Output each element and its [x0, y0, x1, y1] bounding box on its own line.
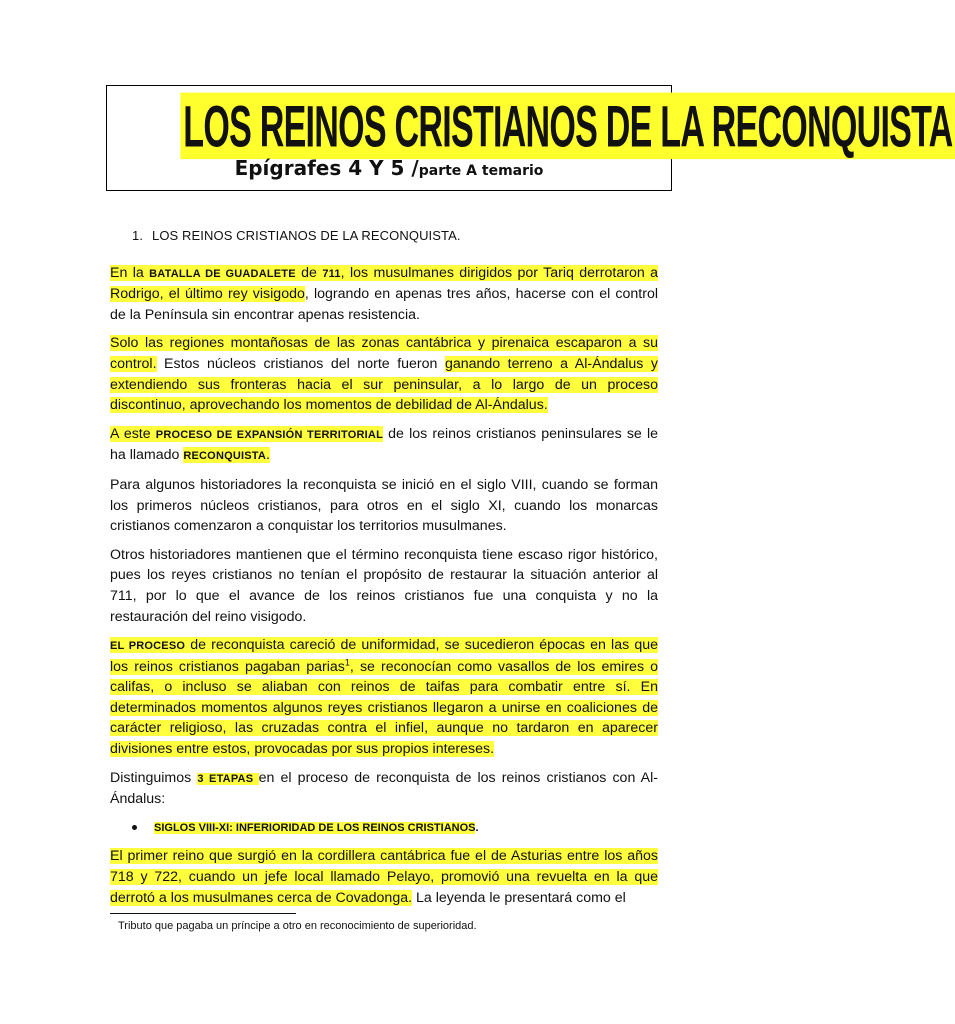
p6-term-proceso: EL PROCESO	[110, 640, 186, 653]
p1-text-e: , los musulmanes dirigidos por Tariq derrotaron a Rodrigo, el último rey visigodo	[110, 264, 659, 303]
p3-text-c: de los reinos cristianos peninsulares se le ha llamado	[110, 425, 658, 464]
paragraph-1	[110, 263, 658, 326]
paragraph-7	[110, 768, 658, 810]
subtitle-small: parte A temario	[418, 163, 544, 179]
p3-text-e: .	[266, 447, 270, 464]
document-body	[110, 226, 658, 916]
p7-text-a: Distinguimos	[110, 769, 198, 786]
p6-text-c: , se reconocían como vasallos de los emires o califas, o incluso se aliaban con reinos de taifas para combatir entre sí. En determinados momentos algunos reyes cristianos llegaron a unirse en coaliciones de carácter religioso, las cruzadas contra el infiel, aunque no tardaron en aparecer divisiones entre estos, provocadas por sus propios intereses.	[110, 658, 659, 758]
footnote-marker: 1	[344, 656, 350, 667]
section-heading	[132, 226, 658, 247]
footnote-divider	[110, 913, 296, 914]
p7-text-c: en el proceso de reconquista de los reinos cristianos con Al-Ándalus:	[110, 769, 658, 808]
bullet-icon	[132, 825, 137, 830]
bullet-text-end: .	[475, 821, 479, 834]
bullet-item-siglos	[110, 818, 658, 839]
title-box	[106, 85, 953, 191]
bullet-text: SIGLOS VIII-XI: INFERIORIDAD DE LOS REINOS CRISTIANOS	[154, 821, 476, 834]
p2-text-c: ganando terreno a Al-Ándalus y extendiendo sus fronteras hacia el sur peninsular, a lo largo de un proceso discontinuo, aprovechando los momentos de debilidad de Al-Ándalus.	[110, 355, 658, 414]
footnote	[118, 920, 477, 932]
document-subtitle	[107, 156, 671, 180]
document-title	[180, 90, 953, 162]
paragraph-8	[110, 846, 658, 908]
p8-text-a: El primer reino que surgió en la cordillera cantábrica fue el de Asturias entre los años 718 y 722, cuando un jefe local llamado Pelayo, promovió una revuelta en la que derrotó a los musulmanes cerca de Covadonga.	[110, 848, 658, 906]
subtitle-main: Epígrafes 4 Y 5 /	[234, 156, 419, 180]
p1-text-f: , logrando en apenas tres años, hacerse con el control de la Península sin encontrar apenas resistencia.	[110, 286, 658, 323]
p6-text-b: de reconquista careció de uniformidad, se sucedieron épocas en las que los reinos cristianos pagaban parias	[110, 637, 658, 675]
document-title-text: LOS REINOS CRISTIANOS DE LA RECONQUISTA	[180, 93, 955, 160]
paragraph-6	[110, 635, 658, 760]
footnote-text: Tributo que pagaba un príncipe a otro en reconocimiento de superioridad.	[118, 920, 477, 932]
paragraph-2	[110, 333, 658, 415]
p1-term-batalla: BATALLA DE GUADALETE	[149, 267, 296, 280]
p1-text-c: de	[295, 264, 323, 281]
paragraph-4: Para algunos historiadores la reconquista se inició en el siglo VIII, cuando se forman los primeros núcleos cristianos, para otros en el siglo XI, cuando los monarcas cristianos comenzaron a conquistar los territorios musulmanes.	[110, 476, 658, 535]
paragraph-5: Otros historiadores mantienen que el término reconquista tiene escaso rigor histórico, pues los reyes cristianos no tenían el propósito de restaurar la situación anterior al 711, por lo que el avance de los reinos cristianos fue una conquista y no la restauración del reino visigodo.	[110, 546, 658, 625]
section-number: 1.	[132, 228, 144, 243]
p2-text-a: Solo las regiones montañosas de las zonas cantábrica y pirenaica escaparon a su control.	[110, 335, 658, 372]
p1-year: 711	[322, 267, 341, 280]
section-title: LOS REINOS CRISTIANOS DE LA RECONQUISTA.	[152, 228, 461, 243]
paragraph-3	[110, 424, 658, 467]
p3-text-a: A este	[110, 425, 156, 442]
p3-term-reconquista: RECONQUISTA	[183, 450, 267, 463]
p2-text-b: Estos núcleos cristianos del norte fueron	[156, 355, 445, 372]
p3-term-proceso: PROCESO DE EXPANSIÓN TERRITORIAL	[155, 428, 383, 441]
p7-term-etapas: 3 ETAPAS	[197, 772, 259, 785]
p8-text-b: La leyenda le presentará como el	[412, 889, 626, 906]
p1-text-a: En la	[110, 264, 150, 281]
